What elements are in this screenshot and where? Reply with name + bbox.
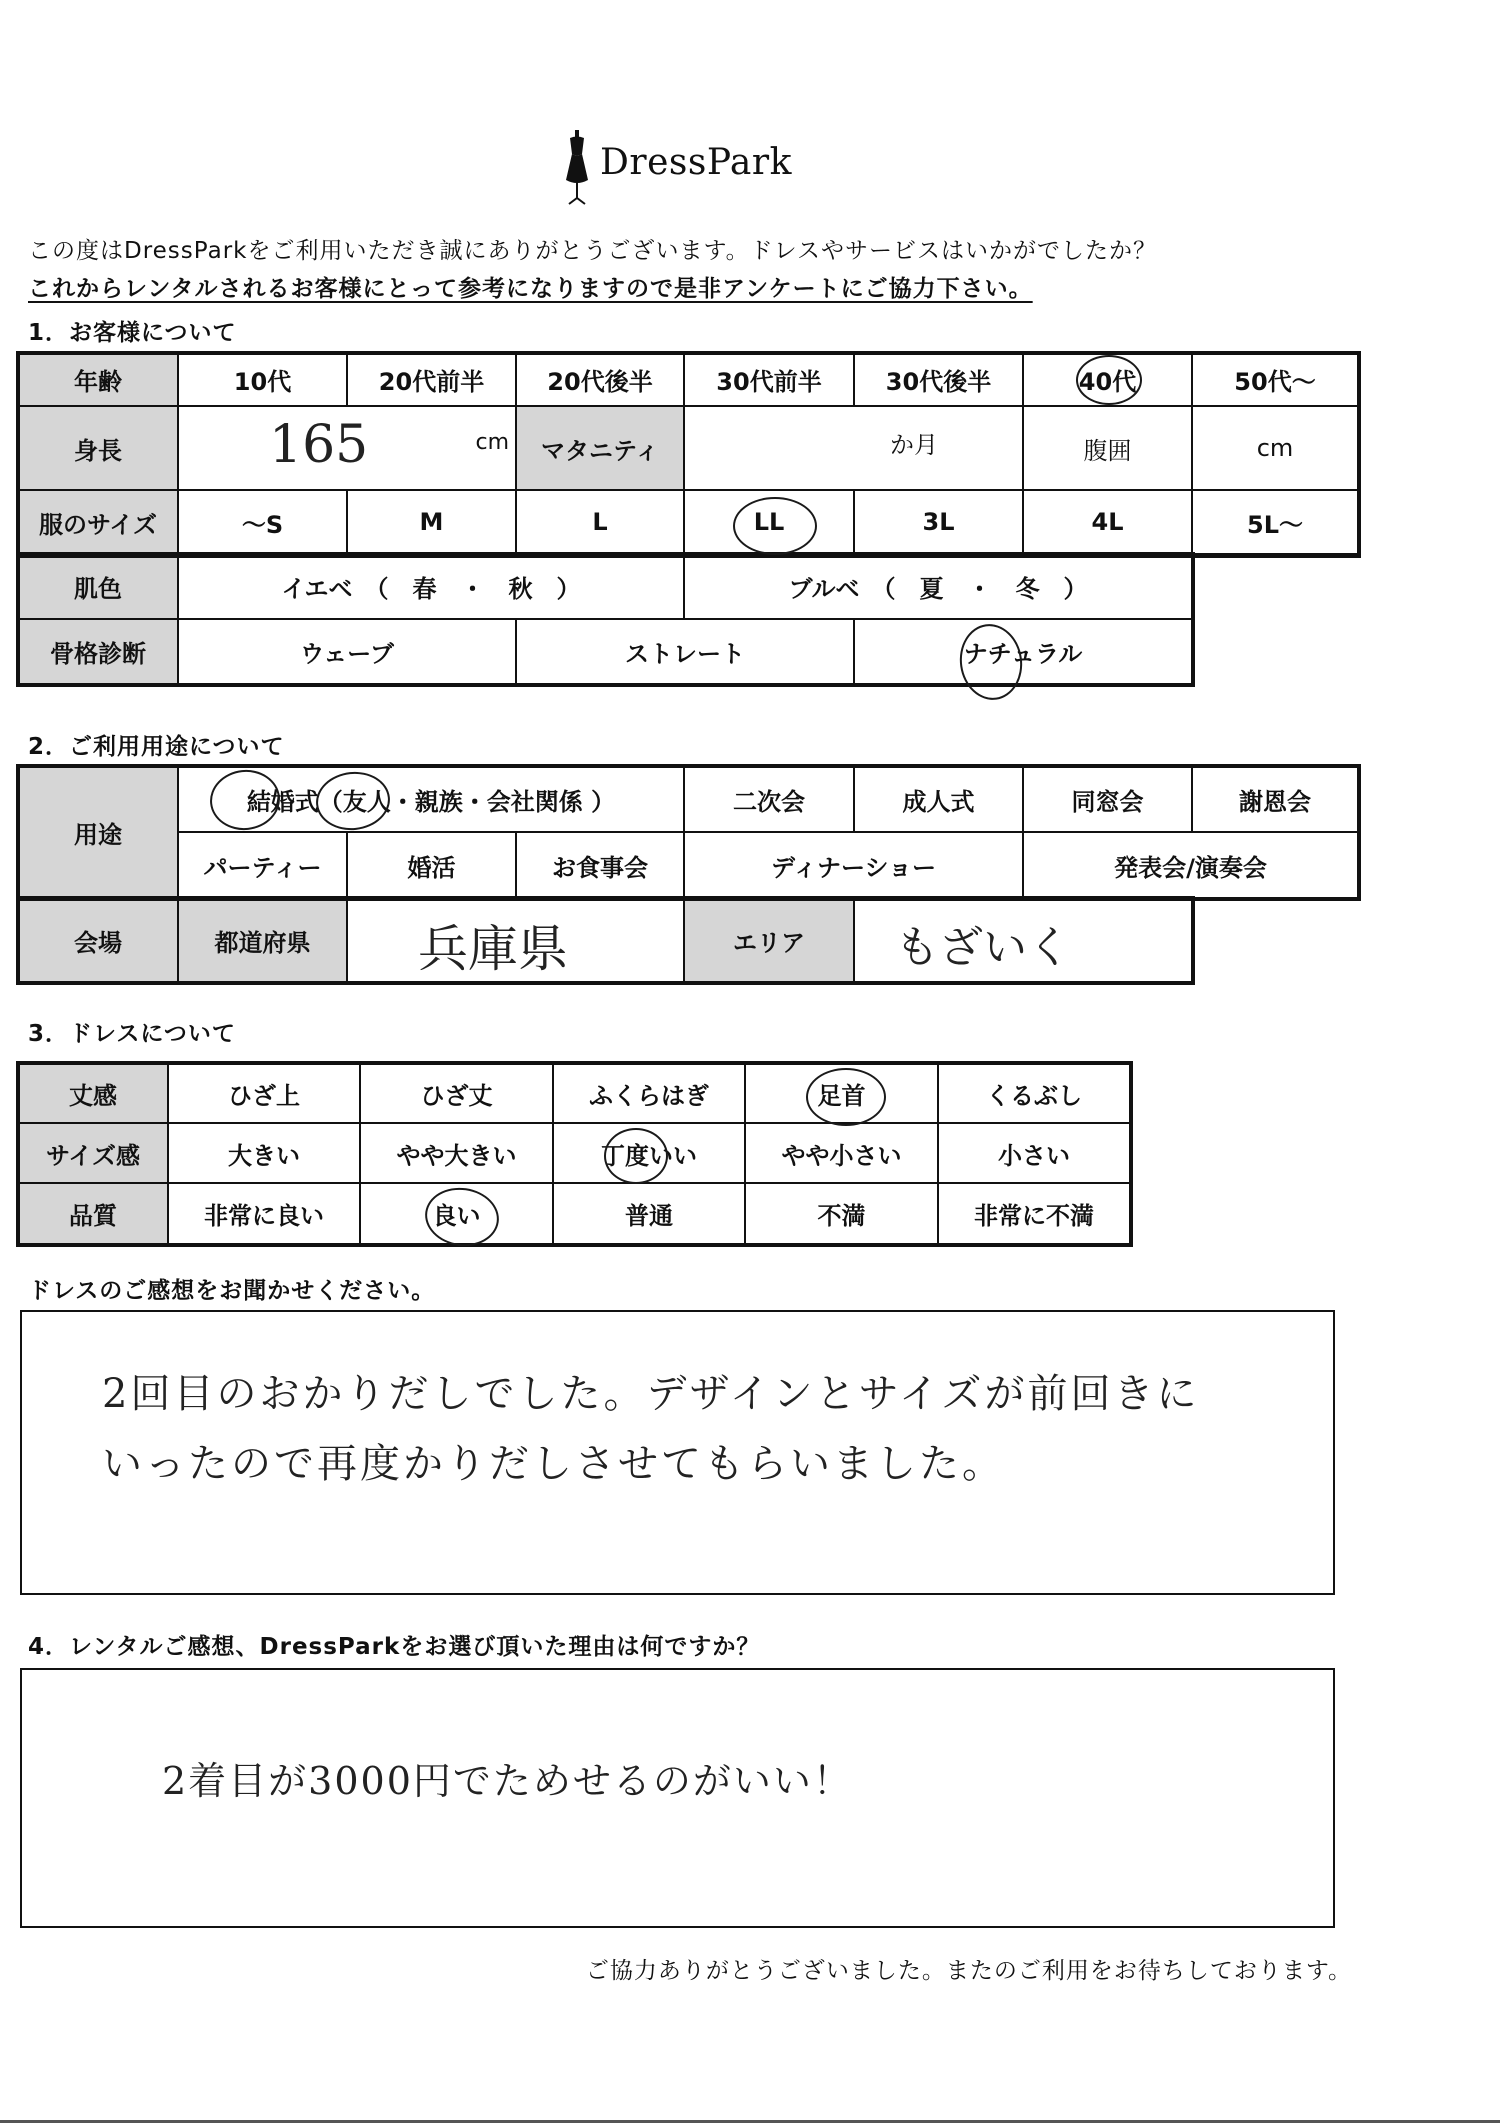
height-field[interactable] [178, 406, 516, 490]
usage-option-reunion[interactable]: 同窓会 [1023, 766, 1192, 832]
length-label: 丈感 [18, 1063, 168, 1123]
length-option-calf[interactable]: ふくらはぎ [553, 1063, 745, 1123]
fit-option-slightly-large[interactable]: やや大きい [360, 1123, 553, 1183]
prefecture-value: 兵庫県 [418, 920, 568, 978]
age-option-40s[interactable]: 40代 [1023, 353, 1192, 406]
usage-option-after-party[interactable]: 二次会 [684, 766, 854, 832]
quality-option-average[interactable]: 普通 [553, 1183, 745, 1244]
size-option-5l-plus[interactable]: 5L～ [1192, 490, 1358, 554]
length-option-anklebone[interactable]: くるぶし [938, 1063, 1130, 1123]
size-option-l[interactable]: L [516, 490, 684, 554]
brand-logo [560, 128, 800, 208]
rental-comment-text: 2着目が3000円でためせるのがいい！ [162, 1759, 853, 1803]
usage-option-dinner[interactable]: お食事会 [516, 832, 684, 898]
age-option-10s[interactable]: 10代 [178, 353, 347, 406]
section2-title: 2．ご利用用途について [28, 734, 285, 760]
area-value: もざいく [895, 922, 1071, 973]
prefecture-label: 都道府県 [178, 898, 347, 982]
length-option-ankle[interactable]: 足首 [745, 1063, 938, 1123]
selection-circle-size [733, 497, 817, 555]
frame-option-wave[interactable]: ウェーブ [178, 619, 516, 684]
logo-text: DressPark [600, 142, 792, 183]
usage-option-thanks-party[interactable]: 謝恩会 [1192, 766, 1358, 832]
usage-option-dinner-show[interactable]: ディナーショー [684, 832, 1023, 898]
section4-title: 4．レンタルご感想、DressParkをお選び頂いた理由は何ですか？ [28, 1634, 761, 1660]
section1-title: 1．お客様について [28, 320, 237, 346]
height-value: 165 [269, 415, 369, 475]
size-option-ll[interactable]: LL [684, 490, 854, 554]
usage-option-coming-of-age[interactable]: 成人式 [854, 766, 1023, 832]
size-option-4l[interactable]: 4L [1023, 490, 1192, 554]
size-label: 服のサイズ [18, 490, 178, 554]
page-bottom-edge [0, 2120, 1500, 2123]
section3-title: 3．ドレスについて [28, 1021, 236, 1047]
height-label: 身長 [18, 406, 178, 490]
fit-option-slightly-small[interactable]: やや小さい [745, 1123, 938, 1183]
maternity-field[interactable] [684, 406, 1023, 490]
rental-comment-box[interactable] [20, 1668, 1335, 1928]
size-option-m[interactable]: M [347, 490, 516, 554]
age-option-early20s[interactable]: 20代前半 [347, 353, 516, 406]
area-label: エリア [684, 898, 854, 982]
dress-comment-box[interactable] [20, 1310, 1335, 1595]
quality-option-excellent[interactable]: 非常に良い [168, 1183, 360, 1244]
frame-label: 骨格診断 [18, 619, 178, 684]
fit-label: サイズ感 [18, 1123, 168, 1183]
intro-message: この度はDressParkをご利用いただき誠にありがとうございます。ドレスやサービスはいかがでしたか？ [28, 238, 1157, 264]
selection-circle-fit [604, 1128, 668, 1184]
maternity-label: マタニティ [516, 406, 684, 490]
age-option-late20s[interactable]: 20代後半 [516, 353, 684, 406]
intro-request: これからレンタルされるお客様にとって参考になりますので是非アンケートにご協力下さい。 [28, 276, 1033, 302]
age-option-50s-plus[interactable]: 50代～ [1192, 353, 1358, 406]
usage-option-wedding[interactable]: 結婚式（友人・親族・会社関係 ） [178, 766, 684, 832]
usage-label: 用途 [18, 766, 178, 898]
waist-unit: cm [1256, 434, 1294, 462]
quality-option-very-unsatisfied[interactable]: 非常に不満 [938, 1183, 1130, 1244]
dress-form-icon [560, 128, 594, 208]
size-option-s[interactable]: ～S [178, 490, 347, 554]
area-field[interactable] [854, 898, 1192, 982]
usage-option-recital[interactable]: 発表会/演奏会 [1023, 832, 1358, 898]
selection-circle-length [806, 1068, 886, 1126]
age-option-early30s[interactable]: 30代前半 [684, 353, 854, 406]
prefecture-field[interactable] [347, 898, 684, 982]
maternity-unit: か月 [890, 430, 938, 459]
age-label: 年齢 [18, 353, 178, 406]
fit-option-small[interactable]: 小さい [938, 1123, 1130, 1183]
height-unit: cm [475, 429, 509, 455]
frame-option-natural[interactable]: ナチュラル [854, 619, 1192, 684]
fit-option-large[interactable]: 大きい [168, 1123, 360, 1183]
size-option-3l[interactable]: 3L [854, 490, 1023, 554]
skin-label: 肌色 [18, 554, 178, 619]
selection-circle-age [1076, 355, 1142, 405]
quality-option-unsatisfied[interactable]: 不満 [745, 1183, 938, 1244]
fit-option-just-right[interactable]: 丁度いい [553, 1123, 745, 1183]
quality-label: 品質 [18, 1183, 168, 1244]
usage-option-party[interactable]: パーティー [178, 832, 347, 898]
skin-option-blue-base[interactable]: ブルベ （ 夏 ・ 冬 ） [684, 554, 1192, 619]
dress-comment-label: ドレスのご感想をお聞かせください。 [28, 1278, 436, 1304]
waist-label: 腹囲 [1023, 406, 1192, 490]
skin-option-yellow-base[interactable]: イエベ （ 春 ・ 秋 ） [178, 554, 684, 619]
age-option-late30s[interactable]: 30代後半 [854, 353, 1023, 406]
quality-option-good[interactable]: 良い [360, 1183, 553, 1244]
waist-field[interactable] [1192, 406, 1358, 490]
usage-option-konkatsu[interactable]: 婚活 [347, 832, 516, 898]
dress-comment-line2: いったので再度かりだしさせてもらいました。 [102, 1441, 1005, 1487]
venue-label: 会場 [18, 898, 178, 982]
length-option-above-knee[interactable]: ひざ上 [168, 1063, 360, 1123]
footer-thanks: ご協力ありがとうございました。またのご利用をお待ちしております。 [585, 1958, 1352, 1984]
frame-option-straight[interactable]: ストレート [516, 619, 854, 684]
dress-comment-line1: 2回目のおかりだしでした。デザインとサイズが前回きに [102, 1371, 1200, 1417]
length-option-knee[interactable]: ひざ丈 [360, 1063, 553, 1123]
